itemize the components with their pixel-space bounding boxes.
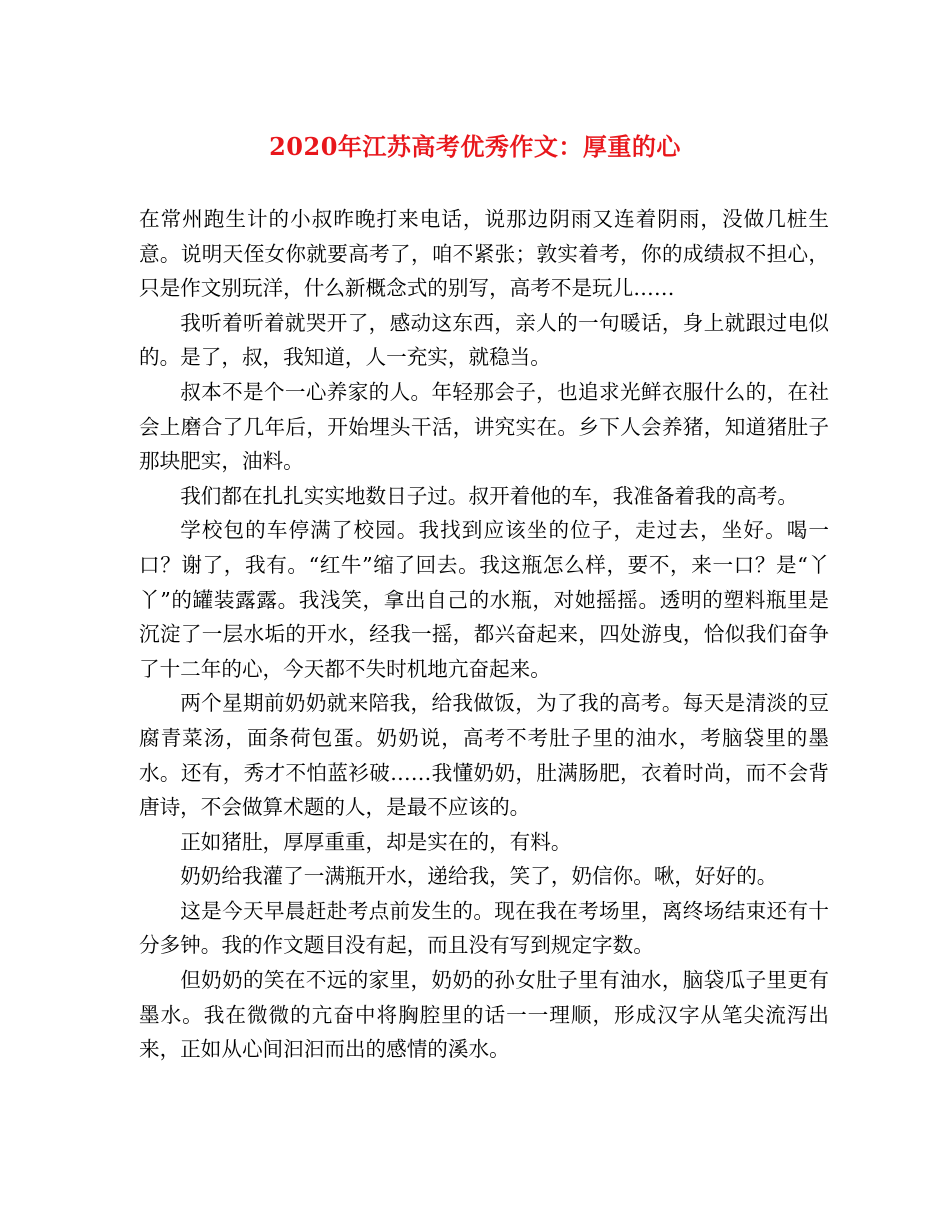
- paragraph: 学校包的车停满了校园。我找到应该坐的位子，走过去，坐好。喝一口？谢了，我有。“红牛”缩了回去。我这瓶怎么样，要不，来一口？是“丫丫”的罐装露露。我浅笑，拿出自己的水瓶，对她摇摇。透明的塑料瓶里是沉淀了一层水垢的开水，经我一摇，都兴奋起来，四处游曳，恰似我们奋争了十二年的心，今天都不失时机地亢奋起来。: [139, 518, 829, 681]
- paragraph: 这是今天早晨赶赴考点前发生的。现在我在考场里，离终场结束还有十分多钟。我的作文题目没有起，而且没有写到规定字数。: [139, 898, 829, 958]
- paragraph: 但奶奶的笑在不远的家里，奶奶的孙女肚子里有油水，脑袋瓜子里更有墨水。我在微微的亢奋中将胸腔里的话一一理顺，形成汉字从笔尖流泻出来，正如从心间汩汩而出的感情的溪水。: [139, 968, 829, 1062]
- paragraph: 奶奶给我灌了一满瓶开水，递给我，笑了，奶信你。啾，好好的。: [180, 864, 778, 889]
- paragraph: 两个星期前奶奶就来陪我，给我做饭，为了我的高考。每天是清淡的豆腐青菜汤，面条荷包蛋。奶奶说，高考不考肚子里的油水，考脑袋里的墨水。还有，秀才不怕蓝衫破……我懂奶奶，肚满肠肥，衣着时尚，而不会背唐诗，不会做算术题的人，是最不应该的。: [139, 691, 829, 820]
- paragraph: 我听着听着就哭开了，感动这东西，亲人的一句暖话，身上就跟过电似的。是了，叔，我知道，人一充实，就稳当。: [139, 310, 829, 370]
- paragraph: 我们都在扎扎实实地数日子过。叔开着他的车，我准备着我的高考。: [180, 483, 798, 508]
- paragraph: 叔本不是个一心养家的人。年轻那会子，也追求光鲜衣服什么的，在社会上磨合了几年后，开始埋头干活，讲究实在。乡下人会养猪，知道猪肚子那块肥实，油料。: [139, 379, 829, 474]
- document-body: [139, 202, 829, 1067]
- paragraph: 正如猪肚，厚厚重重，却是实在的，有料。: [180, 829, 572, 854]
- document-title: 2020年江苏高考优秀作文：厚重的心: [269, 132, 681, 161]
- paragraph: 在常州跑生计的小叔昨晚打来电话，说那边阴雨又连着阴雨，没做几桩生意。说明天侄女你就要高考了，咱不紧张；敦实着考，你的成绩叔不担心，只是作文别玩洋，什么新概念式的别写，高考不是玩儿……: [139, 207, 829, 301]
